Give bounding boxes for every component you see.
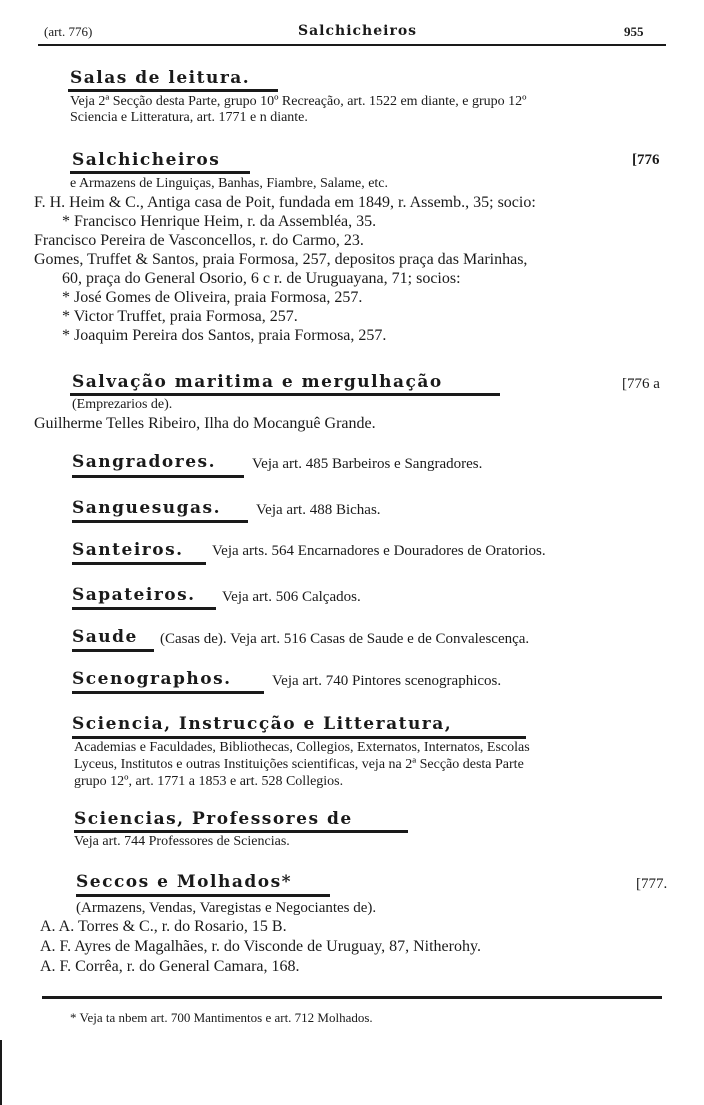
margin-scan-mark [0, 1040, 2, 1105]
list-item: * Francisco Henrique Heim, r. da Assembléa, 35. [62, 213, 377, 230]
heading-underline [76, 894, 330, 897]
heading-sciencia-instruccao: Sciencia, Instrucção e Litteratura, [72, 714, 453, 734]
salas-line-1: Veja 2ª Secção desta Parte, grupo 10º Recreação, art. 1522 em diante, e grupo 12º [70, 94, 527, 109]
seccos-desc: (Armazens, Vendas, Varegistas e Negociantes de). [76, 900, 377, 916]
sciencias-line-1: Veja art. 744 Professores de Sciencias. [74, 834, 290, 849]
heading-underline [72, 649, 154, 652]
ref-sanguesugas: Veja art. 488 Bichas. [256, 502, 381, 518]
ref-sapateiros: Veja art. 506 Calçados. [222, 589, 361, 605]
list-item: A. F. Corrêa, r. do General Camara, 168. [40, 958, 300, 975]
list-item: A. A. Torres & C., r. do Rosario, 15 B. [40, 918, 287, 935]
footnote-rule [42, 996, 662, 999]
ref-saude: (Casas de). Veja art. 516 Casas de Saude e de Convalescença. [160, 631, 530, 647]
sciencia-line-2: Lyceus, Institutos e outras Instituições scientificas, veja na 2ª Secção desta Parte [74, 757, 524, 772]
heading-underline [74, 830, 408, 833]
header-rule [38, 44, 666, 46]
heading-santeiros: Santeiros. [72, 540, 184, 560]
heading-underline [70, 171, 250, 174]
heading-salvacao-maritima: Salvação maritima e mergulhação [72, 372, 443, 392]
heading-underline [72, 475, 244, 478]
heading-underline [68, 89, 278, 92]
page-number: 955 [624, 24, 644, 39]
article-code-776a: [776 a [622, 376, 660, 392]
heading-salas-de-leitura: Salas de leitura. [70, 68, 251, 88]
ref-sangradores: Veja art. 485 Barbeiros e Sangradores. [252, 456, 483, 472]
article-code-776: [776 [632, 152, 660, 168]
list-item: * José Gomes de Oliveira, praia Formosa, 257. [62, 289, 363, 306]
heading-sciencias-professores: Sciencias, Professores de [74, 809, 353, 829]
list-item: Gomes, Truffet & Santos, praia Formosa, 257, depositos praça das Marinhas, [34, 251, 528, 268]
running-header-title: Salchicheiros [298, 23, 418, 39]
list-item: Guilherme Telles Ribeiro, Ilha do Mocanguê Grande. [34, 415, 376, 432]
heading-underline [70, 393, 500, 396]
running-header-article: (art. 776) [44, 24, 93, 39]
sciencia-line-1: Academias e Faculdades, Bibliothecas, Collegios, Externatos, Internatos, Escolas [74, 740, 530, 755]
ref-scenographos: Veja art. 740 Pintores scenographicos. [272, 673, 502, 689]
heading-underline [72, 562, 206, 565]
heading-sapateiros: Sapateiros. [72, 585, 196, 605]
article-code-777: [777. [636, 876, 668, 892]
heading-underline [72, 520, 248, 523]
sciencia-line-3: grupo 12º, art. 1771 a 1853 e art. 528 Collegios. [74, 774, 344, 789]
heading-underline [72, 691, 264, 694]
list-item: A. F. Ayres de Magalhães, r. do Visconde de Uruguay, 87, Nitherohy. [40, 938, 481, 955]
heading-sangradores: Sangradores. [72, 452, 216, 472]
salas-line-2: Sciencia e Litteratura, art. 1771 e n diante. [70, 110, 308, 125]
heading-seccos-e-molhados: Seccos e Molhados* [76, 872, 293, 892]
heading-sanguesugas: Sanguesugas. [72, 498, 222, 518]
heading-underline [72, 736, 526, 739]
salchicheiros-desc: e Armazens de Linguiças, Banhas, Fiambre, Salame, etc. [70, 176, 389, 191]
footnote: * Veja ta nbem art. 700 Mantimentos e art. 712 Molhados. [70, 1010, 373, 1025]
list-item: * Joaquim Pereira dos Santos, praia Formosa, 257. [62, 327, 387, 344]
list-item: F. H. Heim & C., Antiga casa de Poit, fundada em 1849, r. Assemb., 35; socio: [34, 194, 536, 211]
heading-scenographos: Scenographos. [72, 669, 232, 689]
list-item: * Victor Truffet, praia Formosa, 257. [62, 308, 298, 325]
heading-saude: Saude [72, 627, 138, 647]
list-item: Francisco Pereira de Vasconcellos, r. do Carmo, 23. [34, 232, 364, 249]
list-item: 60, praça do General Osorio, 6 c r. de Uruguayana, 71; socios: [62, 270, 461, 287]
ref-santeiros: Veja arts. 564 Encarnadores e Douradores de Oratorios. [212, 543, 546, 559]
heading-salchicheiros: Salchicheiros [72, 150, 221, 170]
heading-underline [72, 607, 216, 610]
salvacao-desc: (Emprezarios de). [72, 397, 173, 412]
